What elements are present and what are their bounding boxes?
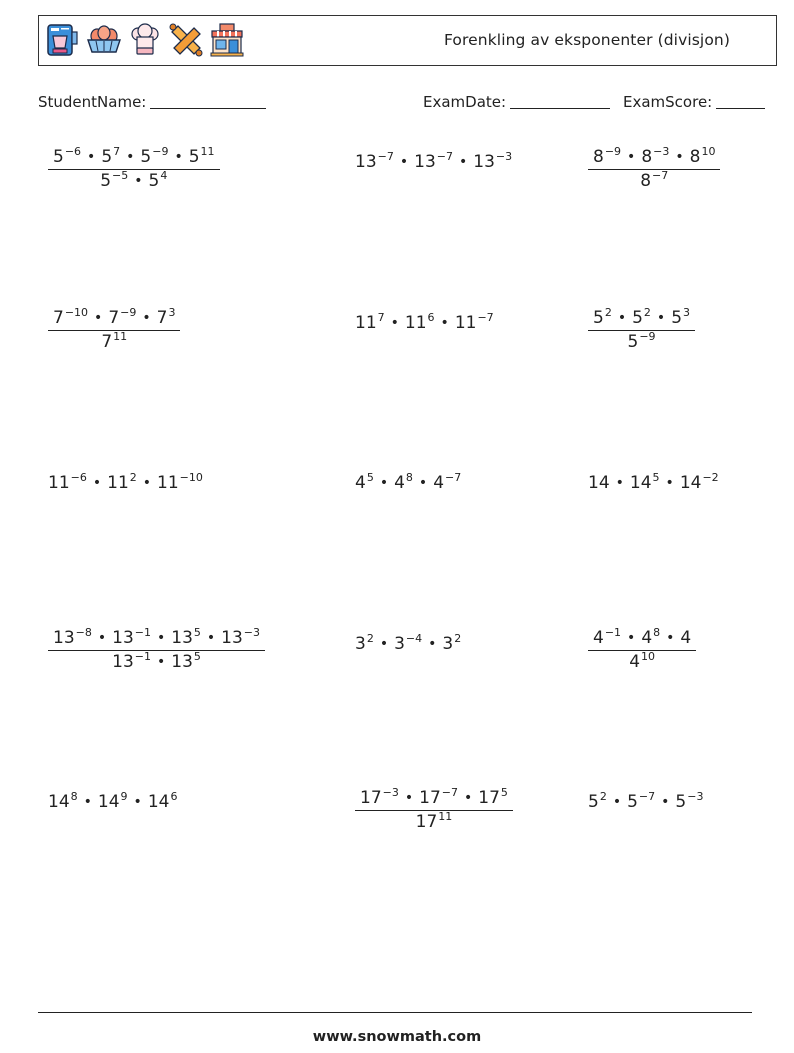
power-term xyxy=(355,473,374,493)
multiply-dot: • xyxy=(656,310,666,326)
fraction xyxy=(588,628,696,672)
base: 11 xyxy=(107,473,129,493)
base: 7 xyxy=(53,308,64,328)
student-name-blank[interactable] xyxy=(150,94,266,109)
power-term xyxy=(671,308,690,328)
denominator xyxy=(588,170,720,191)
exponent: 9 xyxy=(120,790,128,803)
power-term xyxy=(680,628,691,648)
power-term xyxy=(593,628,621,648)
problem-7 xyxy=(48,473,203,493)
egg-basket-icon xyxy=(86,22,122,58)
chef-hat-icon xyxy=(127,22,163,58)
base: 4 xyxy=(680,628,692,648)
power-term xyxy=(101,147,120,167)
multiply-dot: • xyxy=(206,630,216,646)
base: 5 xyxy=(100,171,112,191)
exam-score-label: ExamScore: xyxy=(623,93,713,111)
base: 5 xyxy=(188,147,200,167)
base: 13 xyxy=(473,152,495,172)
base: 11 xyxy=(355,313,377,333)
numerator xyxy=(48,147,220,170)
multiply-dot: • xyxy=(92,475,102,491)
base: 14 xyxy=(629,473,652,493)
power-term xyxy=(53,147,81,167)
denominator xyxy=(588,651,696,672)
problem-13 xyxy=(48,792,177,812)
rolling-pin-icon xyxy=(168,22,204,58)
multiply-dot: • xyxy=(627,149,636,165)
power-term xyxy=(48,473,87,493)
base: 13 xyxy=(112,628,134,648)
exponent: 5 xyxy=(193,626,201,639)
exponent: −7 xyxy=(445,471,462,484)
power-term xyxy=(53,628,92,648)
power-term xyxy=(107,473,137,493)
exponent: −2 xyxy=(702,471,719,484)
multiply-dot: • xyxy=(675,149,684,165)
power-term xyxy=(588,792,607,812)
power-term xyxy=(478,788,508,808)
exponent: −7 xyxy=(638,790,656,803)
multiply-dot: • xyxy=(156,654,166,670)
power-term xyxy=(98,792,128,812)
exam-score-field[interactable] xyxy=(623,93,765,111)
base: 11 xyxy=(454,313,477,333)
base: 13 xyxy=(221,628,243,648)
power-term xyxy=(394,473,413,493)
exponent: −7 xyxy=(441,786,458,799)
multiply-dot: • xyxy=(627,630,636,646)
multiply-dot: • xyxy=(458,154,468,170)
numerator xyxy=(48,308,180,331)
base: 5 xyxy=(593,308,604,328)
power-term xyxy=(157,473,203,493)
exponent: 5 xyxy=(366,471,374,484)
power-term xyxy=(101,332,127,352)
power-term xyxy=(627,332,655,352)
multiply-dot: • xyxy=(615,475,624,491)
icon-strip xyxy=(45,22,245,58)
exponent: −10 xyxy=(64,306,89,319)
fraction xyxy=(588,308,695,352)
base: 8 xyxy=(689,147,701,167)
exponent: 2 xyxy=(643,306,651,319)
multiply-dot: • xyxy=(379,475,389,491)
power-term xyxy=(48,792,78,812)
base: 14 xyxy=(588,473,610,493)
base: 5 xyxy=(53,147,64,167)
power-term xyxy=(433,473,461,493)
power-term xyxy=(593,308,612,328)
base: 5 xyxy=(101,147,113,167)
multiply-dot: • xyxy=(463,790,473,806)
multiply-dot: • xyxy=(418,475,428,491)
problem-5 xyxy=(355,313,494,333)
multiply-dot: • xyxy=(134,173,143,189)
problem-1 xyxy=(48,147,220,191)
base: 13 xyxy=(53,628,75,648)
exponent: −1 xyxy=(604,626,622,639)
base: 13 xyxy=(355,152,377,172)
exponent: −8 xyxy=(75,626,92,639)
power-term xyxy=(588,473,610,493)
footer-divider xyxy=(38,1012,752,1013)
multiply-dot: • xyxy=(94,310,103,326)
base: 11 xyxy=(48,473,70,493)
numerator xyxy=(588,147,720,170)
base: 17 xyxy=(415,812,438,832)
base: 4 xyxy=(433,473,445,493)
base: 3 xyxy=(355,634,366,654)
problem-9 xyxy=(588,473,719,493)
exponent: 5 xyxy=(193,650,201,663)
exponent: 11 xyxy=(113,330,128,343)
exponent: 11 xyxy=(200,145,215,158)
power-term xyxy=(189,147,215,167)
multiply-dot: • xyxy=(97,630,107,646)
power-term xyxy=(108,308,136,328)
base: 14 xyxy=(48,792,70,812)
multiply-dot: • xyxy=(87,149,96,165)
power-term xyxy=(640,171,668,191)
bakery-shop-icon xyxy=(209,22,245,58)
exam-date-blank[interactable] xyxy=(510,94,610,109)
base: 17 xyxy=(360,788,382,808)
denominator xyxy=(355,811,513,832)
exponent: −4 xyxy=(405,632,423,645)
power-term xyxy=(455,313,494,333)
multiply-dot: • xyxy=(399,154,409,170)
power-term xyxy=(112,652,151,672)
exponent: −6 xyxy=(70,471,87,484)
power-term xyxy=(680,473,719,493)
exponent: 5 xyxy=(652,471,660,484)
problem-3 xyxy=(588,147,720,191)
base: 5 xyxy=(588,792,599,812)
student-name-label: StudentName: xyxy=(38,93,147,111)
numerator xyxy=(48,628,265,651)
exponent: 2 xyxy=(604,306,612,319)
multiply-dot: • xyxy=(665,475,674,491)
exponent: 4 xyxy=(160,169,168,182)
problem-4 xyxy=(48,308,180,352)
problem-12 xyxy=(588,628,696,672)
power-term xyxy=(419,788,458,808)
power-term xyxy=(53,308,88,328)
exponent: 8 xyxy=(405,471,413,484)
problem-15 xyxy=(588,792,703,812)
worksheet-title: Forenkling av eksponenter (divisjon) xyxy=(443,31,730,49)
base: 4 xyxy=(629,652,641,672)
power-term xyxy=(442,634,461,654)
base: 4 xyxy=(593,628,604,648)
base: 11 xyxy=(157,473,179,493)
base: 17 xyxy=(478,788,500,808)
exponent: −7 xyxy=(652,169,669,182)
base: 8 xyxy=(640,171,652,191)
multiply-dot: • xyxy=(126,149,135,165)
numerator xyxy=(588,308,695,331)
multiply-dot: • xyxy=(142,310,151,326)
multiply-dot: • xyxy=(379,636,389,652)
fraction xyxy=(588,147,720,191)
numerator xyxy=(355,788,513,811)
base: 7 xyxy=(108,308,120,328)
exam-date-label: ExamDate: xyxy=(423,93,507,111)
base: 14 xyxy=(147,792,170,812)
base: 13 xyxy=(112,652,134,672)
exponent: 11 xyxy=(438,810,453,823)
power-term xyxy=(394,634,422,654)
multiply-dot: • xyxy=(617,310,627,326)
power-term xyxy=(221,628,260,648)
problem-8 xyxy=(355,473,461,493)
multiply-dot: • xyxy=(174,149,183,165)
base: 3 xyxy=(394,634,405,654)
exponent: −5 xyxy=(112,169,129,182)
power-term xyxy=(355,313,385,333)
power-term xyxy=(157,308,176,328)
exponent: −3 xyxy=(382,786,399,799)
blender-icon xyxy=(45,22,81,58)
exponent: −9 xyxy=(152,145,169,158)
base: 4 xyxy=(394,473,405,493)
power-term xyxy=(355,152,394,172)
base: 13 xyxy=(414,152,436,172)
multiply-dot: • xyxy=(666,630,675,646)
exponent: 6 xyxy=(170,790,178,803)
exponent: −9 xyxy=(120,306,137,319)
exponent: 3 xyxy=(683,306,691,319)
problem-2 xyxy=(355,152,512,172)
footer-website: www.snowmath.com xyxy=(312,1029,482,1045)
power-term xyxy=(148,792,178,812)
power-term xyxy=(171,628,201,648)
exponent: −1 xyxy=(134,650,151,663)
multiply-dot: • xyxy=(661,794,670,810)
base: 14 xyxy=(679,473,702,493)
power-term xyxy=(641,147,669,167)
power-term xyxy=(675,792,703,812)
fraction xyxy=(48,308,180,352)
exponent: −7 xyxy=(377,150,394,163)
exponent: −7 xyxy=(436,150,453,163)
base: 8 xyxy=(593,147,604,167)
power-term xyxy=(140,147,168,167)
multiply-dot: • xyxy=(440,315,449,331)
base: 13 xyxy=(171,652,193,672)
power-term xyxy=(416,812,453,832)
exponent: −10 xyxy=(179,471,203,484)
exponent: 2 xyxy=(129,471,137,484)
exponent: 8 xyxy=(653,626,661,639)
exponent: 2 xyxy=(599,790,607,803)
exponent: 7 xyxy=(377,311,385,324)
base: 5 xyxy=(671,308,683,328)
exponent: −6 xyxy=(64,145,82,158)
denominator xyxy=(48,651,265,672)
power-term xyxy=(632,308,651,328)
exponent: 2 xyxy=(366,632,374,645)
fraction xyxy=(355,788,513,832)
base: 5 xyxy=(627,332,639,352)
base: 4 xyxy=(355,473,366,493)
power-term xyxy=(355,634,374,654)
power-term xyxy=(629,652,655,672)
base: 5 xyxy=(632,308,643,328)
base: 5 xyxy=(140,147,152,167)
power-term xyxy=(149,171,168,191)
exam-date-field[interactable] xyxy=(423,93,610,111)
student-name-field[interactable] xyxy=(38,93,266,111)
power-term xyxy=(473,152,512,172)
exponent: 10 xyxy=(641,650,656,663)
exponent: 7 xyxy=(113,145,121,158)
denominator xyxy=(588,331,695,352)
base: 7 xyxy=(156,308,168,328)
exponent: −9 xyxy=(639,330,656,343)
base: 5 xyxy=(675,792,687,812)
exponent: 2 xyxy=(454,632,462,645)
power-term xyxy=(593,147,621,167)
power-term xyxy=(171,652,201,672)
multiply-dot: • xyxy=(142,475,152,491)
numerator xyxy=(588,628,696,651)
base: 3 xyxy=(442,634,454,654)
multiply-dot: • xyxy=(83,794,92,810)
problem-6 xyxy=(588,308,695,352)
base: 11 xyxy=(404,313,427,333)
denominator xyxy=(48,170,220,191)
power-term xyxy=(630,473,660,493)
base: 7 xyxy=(101,332,113,352)
multiply-dot: • xyxy=(133,794,142,810)
exponent: 10 xyxy=(701,145,716,158)
exponent: −3 xyxy=(495,150,513,163)
exponent: −3 xyxy=(653,145,670,158)
multiply-dot: • xyxy=(404,790,414,806)
exponent: 3 xyxy=(168,306,176,319)
base: 14 xyxy=(97,792,120,812)
denominator xyxy=(48,331,180,352)
power-term xyxy=(100,171,128,191)
power-term xyxy=(641,628,660,648)
power-term xyxy=(414,152,453,172)
base: 17 xyxy=(419,788,441,808)
multiply-dot: • xyxy=(156,630,166,646)
problem-14 xyxy=(355,788,513,832)
exam-score-blank[interactable] xyxy=(716,94,765,109)
base: 5 xyxy=(627,792,638,812)
multiply-dot: • xyxy=(612,794,622,810)
fraction xyxy=(48,628,265,672)
base: 4 xyxy=(641,628,653,648)
power-term xyxy=(405,313,435,333)
problem-11 xyxy=(355,634,461,654)
power-term xyxy=(627,792,655,812)
power-term xyxy=(690,147,716,167)
header-box xyxy=(38,15,777,66)
exponent: −3 xyxy=(687,790,704,803)
base: 5 xyxy=(148,171,160,191)
problem-10 xyxy=(48,628,265,672)
exponent: 8 xyxy=(70,790,78,803)
power-term xyxy=(360,788,399,808)
exponent: 5 xyxy=(500,786,508,799)
exponent: −7 xyxy=(477,311,494,324)
exponent: 6 xyxy=(427,311,435,324)
fraction xyxy=(48,147,220,191)
multiply-dot: • xyxy=(428,636,437,652)
exponent: −1 xyxy=(134,626,151,639)
exponent: −9 xyxy=(604,145,622,158)
exponent: −3 xyxy=(243,626,261,639)
multiply-dot: • xyxy=(390,315,399,331)
base: 8 xyxy=(641,147,653,167)
base: 13 xyxy=(171,628,193,648)
power-term xyxy=(112,628,151,648)
